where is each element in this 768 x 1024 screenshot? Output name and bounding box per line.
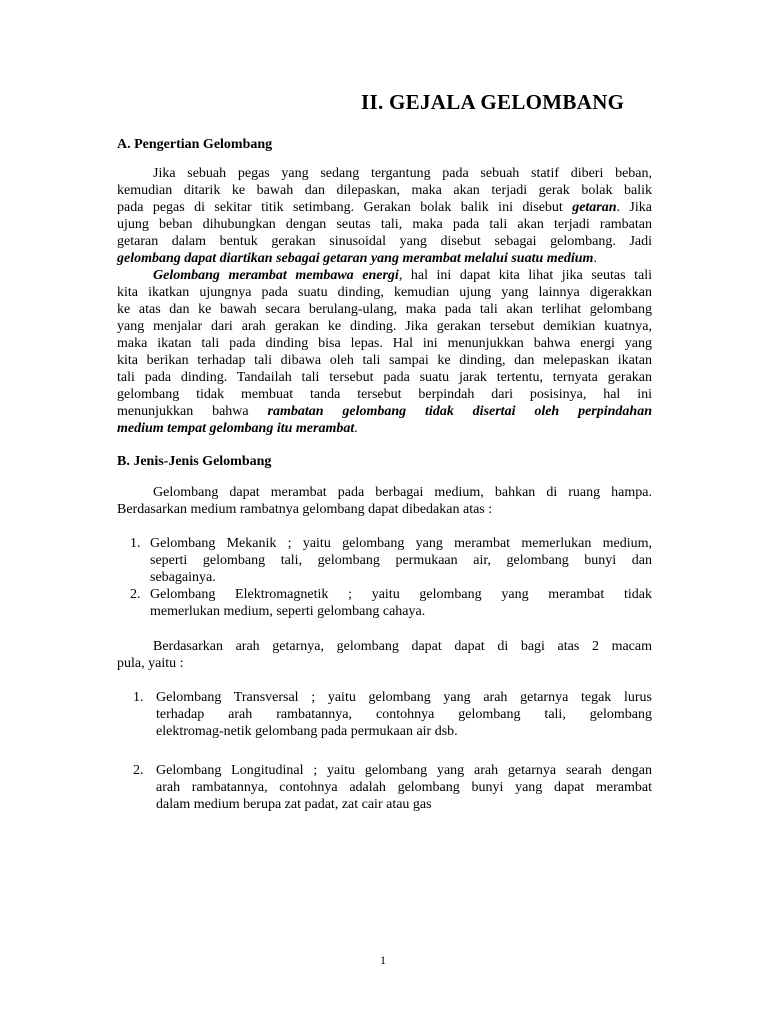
text-line: ujung beban dihubungkan dengan seutas tali, maka pada tali akan terjadi rambatan — [117, 217, 652, 232]
list-item-elektromagnetik — [130, 586, 652, 620]
text-line: Jika sebuah pegas yang sedang tergantung pada sebuah statif diberi beban, — [153, 166, 652, 181]
text-line: Gelombang Elektromagnetik ; yaitu gelombang yang merambat tidak — [150, 587, 652, 602]
conclusion-emphasis: rambatan gelombang tidak disertai oleh perpindahan — [267, 404, 653, 419]
text-line: gelombang tidak membuat tanda tersebut berpindah dari posisinya, hal ini — [117, 387, 652, 402]
text-line: kita ikatkan ujungnya pada suatu dinding, kemudian ujung yang lainnya digerakkan — [117, 285, 652, 300]
text-line: pada pegas di sekitar titik setimbang. Gerakan bolak balik ini disebut getaran. Jika — [117, 200, 652, 215]
list-item-mekanik — [130, 535, 652, 586]
section-a-paragraph-2 — [117, 267, 652, 437]
text-line: Gelombang Mekanik ; yaitu gelombang yang merambat memerlukan medium, — [150, 536, 652, 551]
text-line: menunjukkan bahwa rambatan gelombang tidak disertai oleh perpindahan — [117, 404, 653, 419]
text-line: sebagainya. — [150, 570, 216, 585]
conclusion-emphasis-end: medium tempat gelombang itu merambat — [117, 421, 355, 436]
list-number: 1. — [133, 690, 144, 705]
text-line: elektromag-netik gelombang pada permukaan air dsb. — [156, 724, 458, 739]
text-line: Gelombang Transversal ; yaitu gelombang yang arah getarnya tegak lurus — [156, 690, 652, 705]
list-item-longitudinal — [133, 762, 652, 813]
text-line: kemudian ditarik ke bawah dan dilepaskan, maka akan terjadi gerak bolak balik — [117, 183, 652, 198]
section-b-intro — [117, 484, 652, 518]
text-line: Gelombang dapat merambat pada berbagai medium, bahkan di ruang hampa. — [153, 485, 652, 500]
text-line: memerlukan medium, seperti gelombang cahaya. — [150, 604, 426, 619]
text-line: pula, yaitu : — [117, 656, 184, 671]
chapter-title: II. GEJALA GELOMBANG — [361, 90, 625, 114]
page-number: 1 — [380, 953, 386, 967]
text-line: arah rambatannya, contohnya adalah gelombang bunyi yang dapat merambat — [156, 780, 652, 795]
medium-type-list — [130, 535, 652, 620]
section-b-direction-intro — [117, 638, 652, 672]
list-item-transversal — [133, 689, 652, 740]
text-line: getaran dalam bentuk gerakan sinusoidal yang disebut sebagai gelombang. Jadi — [117, 234, 652, 249]
energy-emphasis: Gelombang merambat membawa energi — [153, 268, 399, 283]
text-line: medium tempat gelombang itu merambat. — [117, 421, 358, 436]
text-line: dalam medium berupa zat padat, zat cair atau gas — [156, 797, 432, 812]
section-a-paragraph-1 — [117, 165, 652, 267]
text-line: yang menjalar dari arah gerakan ke dinding. Jika gerakan tersebut demikian kuatnya, — [117, 319, 652, 334]
text-line: tali pada dinding. Tandailah tali tersebut pada suatu jarak tertentu, ternyata gerakan — [117, 370, 652, 385]
term-getaran: getaran — [572, 200, 617, 215]
text-line: seperti gelombang tali, gelombang permukaan air, gelombang bunyi dan — [150, 553, 652, 568]
text-line: Berdasarkan arah getarnya, gelombang dapat dapat di bagi atas 2 macam — [153, 639, 652, 654]
text-line: terhadap arah rambatannya, contohnya gelombang tali, gelombang — [156, 707, 652, 722]
definition-emphasis: gelombang dapat diartikan sebagai getaran yang merambat melalui suatu medium — [117, 251, 594, 266]
text-line: Gelombang Longitudinal ; yaitu gelombang yang arah getarnya searah dengan — [156, 763, 652, 778]
text-line: maka ikatan tali pada dinding bisa lepas. Hal ini menunjukkan bahwa energi yang — [117, 336, 652, 351]
list-number: 2. — [130, 587, 141, 602]
direction-type-list — [133, 689, 652, 813]
text-line: Gelombang merambat membawa energi, hal ini dapat kita lihat jika seutas tali — [153, 268, 653, 283]
text-line: ke atas dan ke bawah secara berulang-ulang, maka pada tali akan terlihat gelombang — [117, 302, 652, 317]
text-line: Berdasarkan medium rambatnya gelombang dapat dibedakan atas : — [117, 502, 493, 517]
list-number: 1. — [130, 536, 141, 551]
list-number: 2. — [133, 763, 144, 778]
section-a-heading: A. Pengertian Gelombang — [117, 137, 273, 152]
section-b-heading: B. Jenis-Jenis Gelombang — [117, 454, 272, 469]
text-line: gelombang dapat diartikan sebagai getaran yang merambat melalui suatu medium. — [117, 251, 597, 266]
text-line: kita berikan terhadap tali dibawa oleh tali sampai ke dinding, dan melepaskan ikatan — [117, 353, 652, 368]
